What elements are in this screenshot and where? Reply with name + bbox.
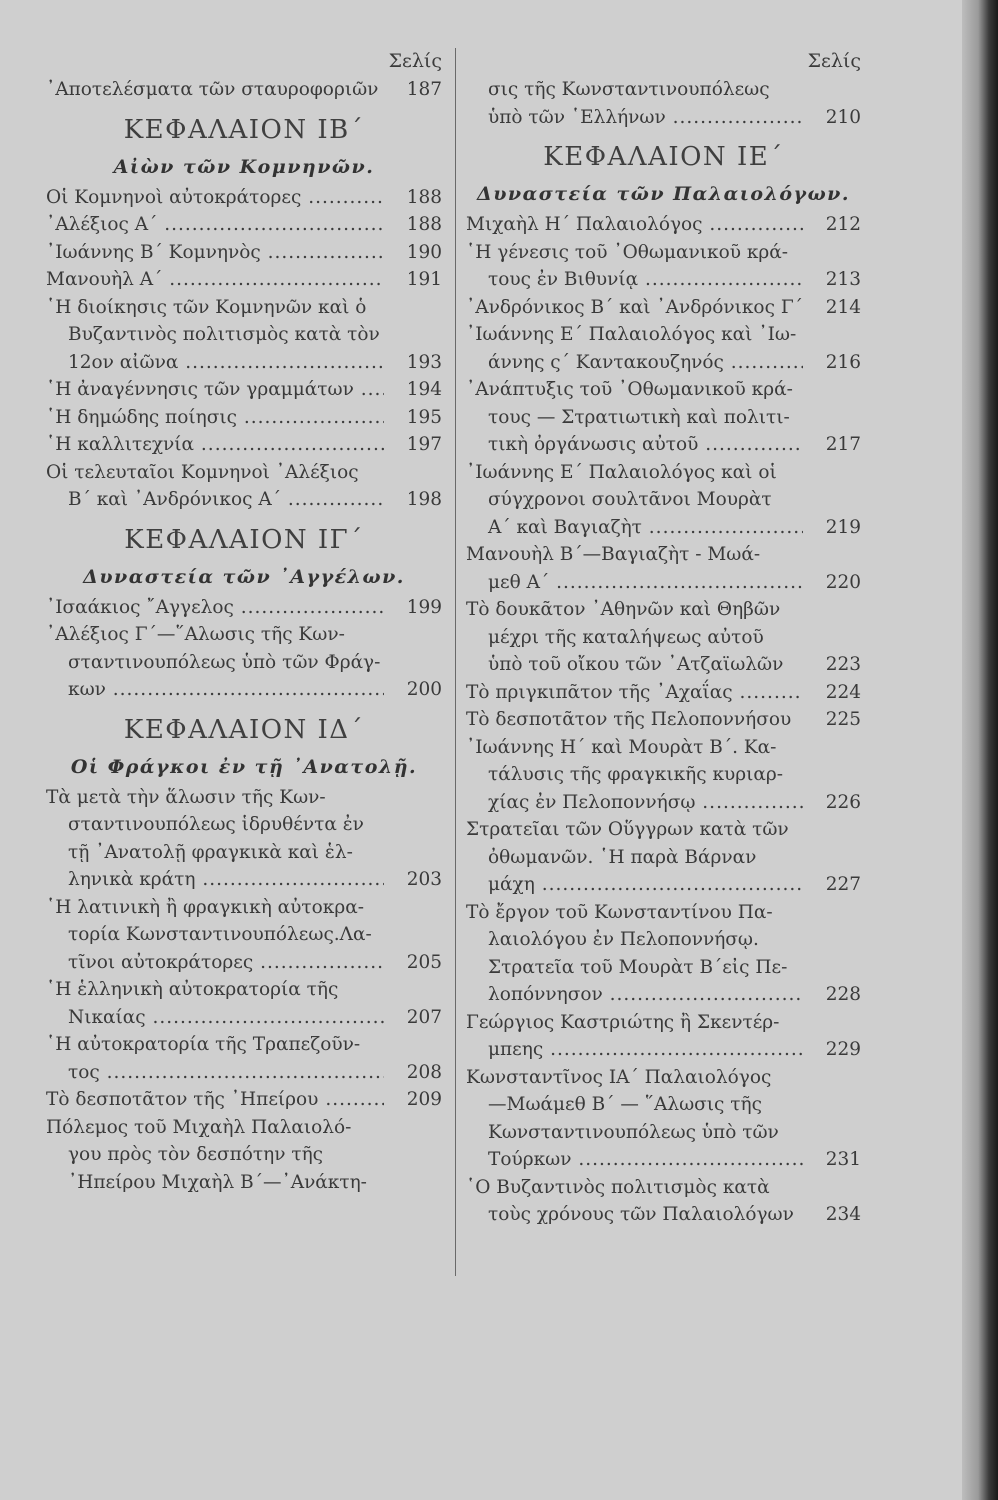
toc-entry-line: ᾿Ανδρόνικος Β΄ καὶ ᾿Ανδρόνικος Γ΄	[466, 296, 803, 318]
toc-entry-title	[46, 1086, 442, 1114]
toc-entry	[466, 239, 861, 294]
toc-page-number: 225	[825, 709, 861, 730]
toc-entry-line: μπεης .....	[466, 1036, 803, 1064]
toc-entry-line: τῇ ᾿Ανατολῇ φραγκικὰ καὶ ἑλ-	[68, 841, 353, 863]
toc-entry	[46, 1086, 442, 1114]
toc-entry-line: ᾿Ιωάννης Η΄ καὶ Μουρὰτ Β΄. Κα-	[466, 736, 777, 758]
toc-entry-line: Πόλεμος τοῦ Μιχαὴλ Παλαιολό-	[46, 1116, 352, 1138]
toc-entry-title	[46, 894, 442, 977]
toc-page-number: 227	[825, 874, 861, 895]
right-column	[466, 46, 861, 1229]
toc-entry	[466, 541, 861, 596]
toc-page-number: 216	[825, 351, 861, 373]
toc-entry-line: Β΄ καὶ ᾿Ανδρόνικος Α΄ .....	[46, 486, 384, 514]
toc-entry-line: τους ἐν Βιθυνίᾳ .....	[466, 266, 803, 294]
toc-entry	[466, 1174, 861, 1229]
toc-entry	[46, 976, 442, 1031]
toc-entry-line: ῾Η αὐτοκρατορία τῆς Τραπεζοῦν-	[46, 1034, 361, 1055]
toc-entry	[466, 1064, 861, 1174]
toc-page-number: 193	[406, 351, 442, 373]
toc-entry-line: τορία Κωνσταντινουπόλεως.Λα-	[68, 924, 372, 945]
toc-page-number: 213	[825, 269, 861, 290]
toc-page-number: 194	[406, 379, 442, 400]
toc-entry	[46, 76, 442, 104]
toc-entry	[466, 76, 861, 131]
toc-entry-line: ᾿Ηπείρου Μιχαὴλ Β΄—᾿Ανάκτη-	[68, 1171, 367, 1193]
toc-entry-line: Μανουὴλ Β΄—Βαγιαζὴτ - Μωά-	[466, 544, 761, 565]
toc-entry	[466, 321, 861, 376]
right-column-body	[466, 76, 861, 1229]
toc-page-number: 203	[406, 869, 442, 890]
toc-entry-line: ληνικὰ κράτη .....	[46, 866, 384, 894]
toc-page-number: 223	[825, 654, 861, 675]
toc-entry-title	[46, 76, 442, 104]
toc-entry-title	[466, 679, 861, 707]
toc-entry-line: ῾Η ἑλληνικὴ αὐτοκρατορία τῆς	[46, 979, 339, 1000]
toc-entry	[466, 679, 861, 707]
toc-entry-line: ᾿Ιωάννης Β΄ Κομνηνὸς .....	[46, 239, 384, 267]
toc-entry-line: —Μωάμεθ Β΄ — ῞Αλωσις τῆς	[488, 1094, 762, 1115]
toc-entry-title	[46, 621, 442, 704]
toc-page-number: 190	[406, 241, 442, 263]
toc-entry	[46, 459, 442, 514]
toc-entry-title	[466, 294, 861, 322]
toc-entry-line: ὑπὸ τοῦ οἴκου τῶν ᾿Ατζαϊωλῶν	[488, 654, 784, 675]
toc-entry-line: Μιχαὴλ Η΄ Παλαιολόγος .....	[466, 211, 803, 239]
toc-entry-title	[46, 239, 442, 267]
toc-entry-title	[466, 899, 861, 1009]
toc-entry	[46, 294, 442, 377]
page-column-header: Σελίς	[807, 50, 861, 72]
chapter-heading: ΚΕΦΑΛΑΙΟΝ ΙΒ΄	[123, 114, 365, 145]
toc-entry	[46, 594, 442, 622]
toc-page-number: 229	[825, 1039, 861, 1060]
page-edge-shadow	[962, 0, 998, 1500]
toc-entry-title	[466, 816, 861, 899]
toc-entry-line: ῾Ο Βυζαντινὸς πολιτισμὸς κατὰ	[466, 1176, 770, 1198]
toc-page-number: 205	[406, 951, 442, 973]
toc-entry-line: ῾Η καλλιτεχνία .....	[46, 431, 384, 459]
toc-page-number: 224	[825, 681, 861, 703]
toc-entry	[46, 1114, 442, 1197]
toc-page-number: 210	[825, 106, 861, 128]
toc-entry-line: γου πρὸς τὸν δεσπότην τῆς	[68, 1144, 324, 1165]
toc-entry-line: χίας ἐν Πελοποννήσῳ .....	[466, 789, 803, 817]
toc-entry-line: Τὰ μετὰ τὴν ἅλωσιν τῆς Κων-	[46, 786, 326, 808]
toc-entry	[466, 899, 861, 1009]
toc-page-number: 197	[406, 434, 442, 455]
toc-entry	[466, 376, 861, 459]
toc-entry-line: Οἱ τελευταῖοι Κομνηνοὶ ᾿Αλέξιος	[46, 461, 359, 483]
toc-entry-line: Τούρκων .....	[466, 1146, 803, 1174]
toc-entry	[46, 266, 442, 294]
toc-entry-line: Α΄ καὶ Βαγιαζὴτ .....	[466, 514, 803, 542]
chapter-subtitle: Δυναστεία τῶν Παλαιολόγων.	[477, 183, 850, 205]
toc-page-number: 187	[406, 79, 442, 100]
toc-entry	[46, 376, 442, 404]
toc-entry-line: ᾿Αποτελέσματα τῶν σταυροφοριῶν	[46, 79, 379, 100]
toc-entry	[466, 211, 861, 239]
toc-entry-line: τους — Στρατιωτικὴ καὶ πολιτι-	[488, 406, 790, 428]
toc-entry-line: τάλυσις τῆς φραγκικῆς κυριαρ-	[488, 764, 784, 785]
toc-entry-line: ῾Η δημώδης ποίησις .....	[46, 404, 384, 432]
toc-page-number: 199	[406, 596, 442, 618]
chapter-subtitle: Αἰὼν τῶν Κομνηνῶν.	[113, 155, 375, 178]
toc-entry-title	[46, 184, 442, 212]
toc-entry	[466, 816, 861, 899]
toc-entry-line: ῾Η λατινικὴ ἢ φραγκικὴ αὐτοκρα-	[46, 896, 364, 918]
toc-entry-line: τικὴ ὀργάνωσις αὐτοῦ .....	[466, 431, 803, 459]
toc-entry	[466, 294, 861, 322]
toc-entry-line: ὀθωμανῶν. ῾Η παρὰ Βάρναν	[488, 846, 757, 868]
toc-entry-title	[46, 404, 442, 432]
toc-entry-line: Τὸ ἔργον τοῦ Κωνσταντίνου Πα-	[466, 901, 773, 923]
page-column-header: Σελίς	[388, 50, 442, 72]
toc-entry	[46, 894, 442, 977]
toc-page-number: 234	[825, 1204, 861, 1225]
toc-entry-title	[46, 1114, 442, 1197]
left-column-body	[46, 76, 442, 1196]
toc-entry-title	[466, 76, 861, 131]
toc-entry	[46, 404, 442, 432]
toc-entry-line: Κωνσταντῖνος ΙΑ΄ Παλαιολόγος	[466, 1066, 772, 1088]
toc-entry-title	[46, 976, 442, 1031]
toc-entry-title	[46, 211, 442, 239]
toc-entry	[46, 184, 442, 212]
toc-entry-title	[46, 784, 442, 894]
toc-page-number: 188	[406, 186, 442, 208]
toc-page-number: 208	[406, 1061, 442, 1083]
toc-entry-title	[466, 706, 861, 734]
toc-entry-line: ῾Η γένεσις τοῦ ᾿Οθωμανικοῦ κρά-	[466, 241, 789, 263]
toc-entry-line: Οἱ Κομνηνοὶ αὐτοκράτορες .....	[46, 184, 384, 212]
toc-entry-line: Στρατεῖαι τῶν Οὕγγρων κατὰ τῶν	[466, 819, 789, 840]
toc-entry-line: τος .....	[46, 1059, 384, 1087]
toc-entry-line: σύγχρονοι σουλτᾶνοι Μουρὰτ	[488, 489, 772, 510]
toc-entry-line: ῾Η διοίκησις τῶν Κομνηνῶν καὶ ὁ	[46, 296, 367, 318]
toc-page-number: 191	[406, 269, 442, 290]
toc-entry-line: κων .....	[46, 676, 384, 704]
toc-entry-line: Τὸ δουκᾶτον ᾿Αθηνῶν καὶ Θηβῶν	[466, 599, 781, 620]
toc-entry-title	[46, 1031, 442, 1086]
toc-page-number: 195	[406, 406, 442, 428]
toc-page-number: 214	[825, 296, 861, 318]
toc-entry-line: ᾿Αλέξιος Γ΄—῞Αλωσις τῆς Κων-	[46, 624, 345, 645]
toc-entry	[466, 459, 861, 542]
toc-entry-line: Γεώργιος Καστριώτης ἢ Σκεντέρ-	[466, 1011, 780, 1033]
toc-entry-title	[466, 1174, 861, 1229]
toc-page-number: 231	[825, 1149, 861, 1170]
toc-entry-line: Βυζαντινὸς πολιτισμὸς κατὰ τὸν	[68, 324, 380, 345]
chapter-heading: ΚΕΦΑΛΑΙΟΝ ΙΓ΄	[124, 524, 364, 555]
toc-entry-title	[46, 431, 442, 459]
toc-entry-line: ᾿Ιωάννης Ε΄ Παλαιολόγος καὶ οἱ	[466, 461, 777, 483]
toc-entry	[46, 1031, 442, 1086]
toc-page-number: 217	[825, 434, 861, 455]
toc-entry	[46, 211, 442, 239]
toc-entry-title	[466, 211, 861, 239]
toc-entry-line: μέχρι τῆς καταλήψεως αὐτοῦ	[488, 626, 764, 648]
toc-entry-title	[466, 376, 861, 459]
chapter-subtitle: Οἱ Φράγκοι ἐν τῇ ᾿Ανατολῇ.	[70, 755, 418, 778]
toc-entry-line: Τὸ δεσποτᾶτον τῆς Πελοποννήσου	[466, 709, 792, 730]
toc-entry-line: Μανουὴλ Α΄ .....	[46, 266, 384, 294]
toc-entry-line: Τὸ δεσποτᾶτον τῆς ᾿Ηπείρου .....	[46, 1086, 384, 1114]
toc-entry-line: σταντινουπόλεως ὑπὸ τῶν Φράγ-	[68, 651, 381, 673]
toc-entry-title	[466, 459, 861, 542]
toc-entry	[46, 621, 442, 704]
toc-entry-title	[466, 1009, 861, 1064]
toc-entry-title	[466, 239, 861, 294]
toc-entry-line: μάχη .....	[466, 871, 803, 899]
toc-entry-title	[46, 376, 442, 404]
toc-entry-title	[46, 294, 442, 377]
toc-entry-line: ᾿Ανάπτυξις τοῦ ᾿Οθωμανικοῦ κρά-	[466, 379, 793, 400]
toc-entry-line: τοὺς χρόνους τῶν Παλαιολόγων	[488, 1204, 794, 1225]
toc-entry-title	[46, 594, 442, 622]
toc-entry-line: ῾Η ἀναγέννησις τῶν γραμμάτων .....	[46, 376, 384, 404]
toc-entry	[46, 239, 442, 267]
toc-entry	[466, 596, 861, 679]
toc-entry-title	[466, 541, 861, 596]
toc-entry-line: Στρατεῖα τοῦ Μουρὰτ Β΄εἰς Πε-	[488, 956, 788, 978]
toc-entry-line: Κωνσταντινουπόλεως ὑπὸ τῶν	[488, 1121, 779, 1143]
toc-entry-line: ᾿Ιωάννης Ε΄ Παλαιολόγος καὶ ᾿Ιω-	[466, 324, 797, 345]
toc-entry-title	[46, 266, 442, 294]
toc-entry-line: σταντινουπόλεως ἱδρυθέντα ἐν	[68, 814, 364, 835]
toc-entry-title	[466, 1064, 861, 1174]
toc-entry	[466, 706, 861, 734]
toc-entry-title	[466, 596, 861, 679]
toc-page-number: 220	[825, 571, 861, 593]
column-divider	[455, 48, 456, 1276]
toc-page-number: 226	[825, 791, 861, 813]
toc-entry-line: λοπόννησον .....	[466, 981, 803, 1009]
toc-entry	[466, 1009, 861, 1064]
toc-page-number: 209	[406, 1089, 442, 1110]
toc-page-number: 198	[406, 489, 442, 510]
left-column	[46, 46, 442, 1196]
toc-entry	[46, 784, 442, 894]
toc-entry-line: λαιολόγου ἐν Πελοποννήσῳ.	[488, 929, 759, 950]
toc-entry-line: Νικαίας .....	[46, 1004, 384, 1032]
toc-entry-line: 12ον αἰῶνα .....	[46, 349, 384, 377]
toc-entry-line: άννης ς΄ Καντακουζηνός .....	[466, 349, 803, 377]
toc-entry-line: τῖνοι αὐτοκράτορες .....	[46, 949, 384, 977]
toc-page-number: 200	[406, 679, 442, 700]
toc-entry-line: σις τῆς Κωνσταντινουπόλεως	[488, 79, 770, 100]
toc-entry-title	[466, 321, 861, 376]
toc-page-number: 207	[406, 1006, 442, 1028]
toc-entry-line: ᾿Αλέξιος Α΄ .....	[46, 211, 384, 239]
toc-page-number: 228	[825, 984, 861, 1005]
toc-page-number: 219	[825, 516, 861, 538]
chapter-heading: ΚΕΦΑΛΑΙΟΝ ΙΔ΄	[123, 714, 365, 745]
toc-entry-line: Τὸ πριγκιπᾶτον τῆς ᾿Αχαΐας .....	[466, 679, 803, 707]
chapter-subtitle: Δυναστεία τῶν ᾿Αγγέλων.	[83, 565, 405, 588]
toc-entry	[46, 431, 442, 459]
toc-entry-line: ὑπὸ τῶν ῾Ελλήνων .....	[466, 104, 803, 132]
toc-page-number: 212	[825, 214, 861, 235]
toc-entry	[466, 734, 861, 817]
toc-entry-line: ᾿Ισαάκιος ῎Αγγελος .....	[46, 594, 384, 622]
toc-entry-title	[466, 734, 861, 817]
chapter-heading: ΚΕΦΑΛΑΙΟΝ ΙΕ΄	[543, 142, 784, 172]
toc-entry-title	[46, 459, 442, 514]
toc-entry-line: μεθ Α΄ .....	[466, 569, 803, 597]
toc-page-number: 188	[406, 214, 442, 235]
